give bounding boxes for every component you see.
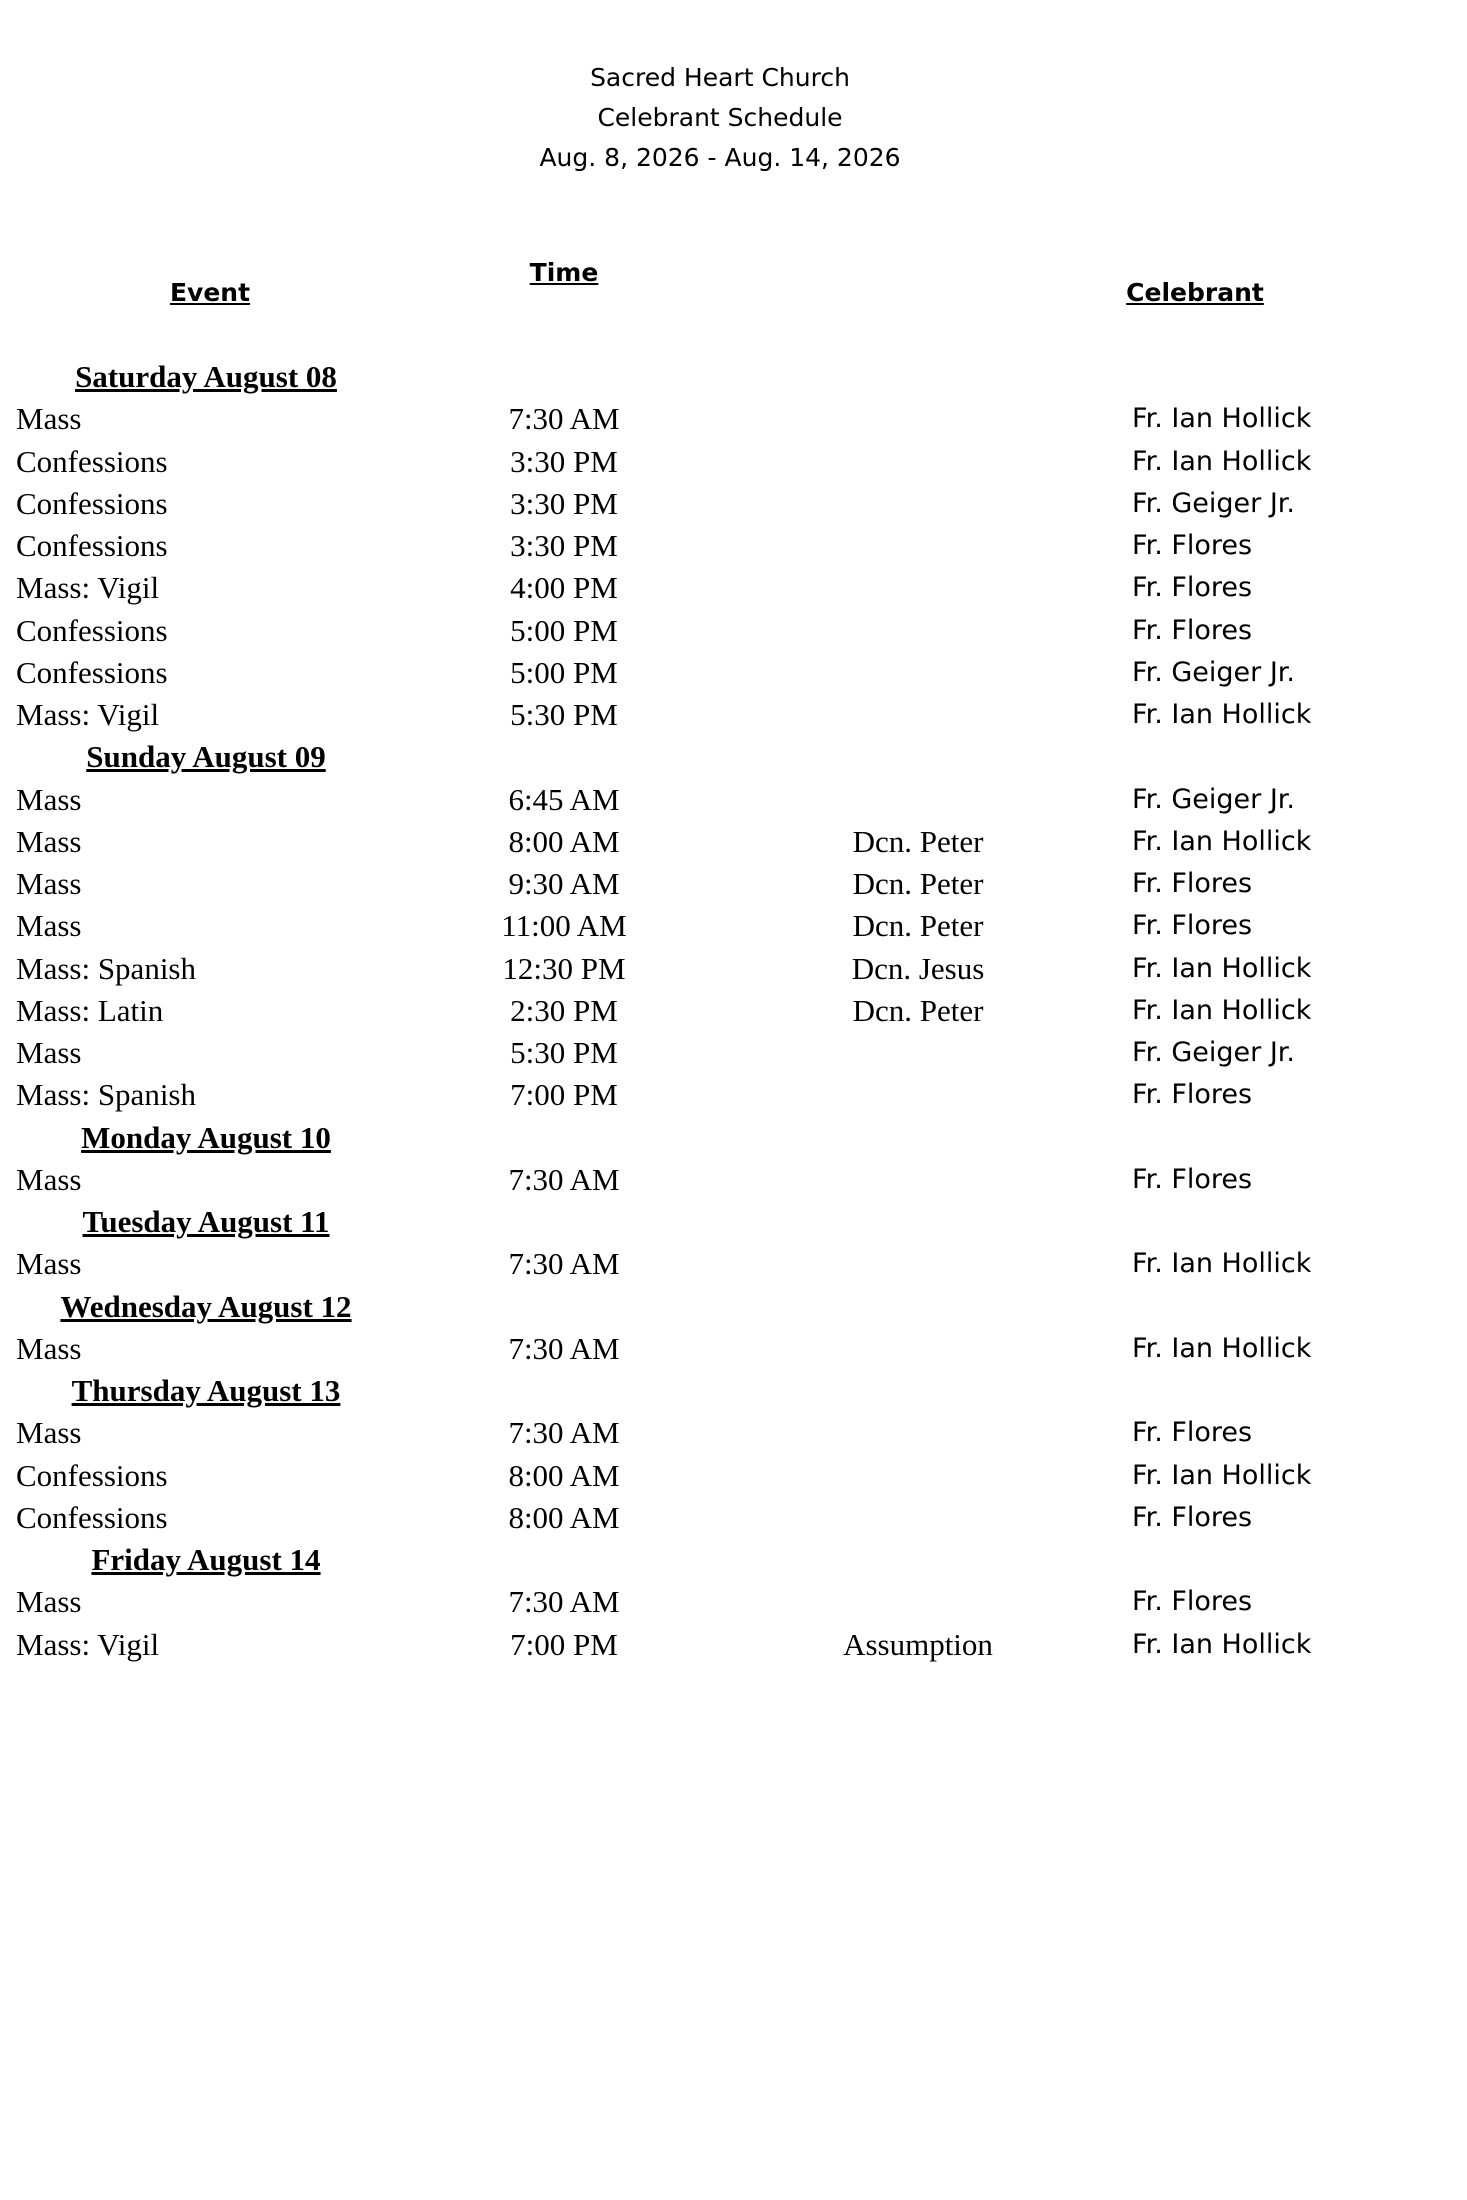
celebrant-cell: Fr. Flores — [1132, 910, 1253, 941]
time-cell: 7:30 AM — [508, 1246, 620, 1281]
schedule-row — [0, 779, 1467, 821]
schedule-row — [0, 948, 1467, 990]
time-cell: 7:30 AM — [508, 1331, 620, 1366]
event-cell: Mass — [16, 1035, 82, 1070]
schedule-row — [0, 905, 1467, 947]
note-cell: Dcn. Peter — [852, 866, 984, 901]
event-cell: Mass: Spanish — [16, 1077, 196, 1112]
day-heading: Friday August 14 — [91, 1542, 321, 1577]
time-cell: 12:30 PM — [502, 951, 626, 986]
column-header-time: Time — [529, 258, 599, 287]
time-cell: 3:30 PM — [510, 486, 618, 521]
celebrant-cell: Fr. Flores — [1132, 1079, 1253, 1110]
event-cell: Mass: Latin — [16, 993, 164, 1028]
time-cell: 8:00 AM — [508, 824, 620, 859]
schedule-row — [0, 990, 1467, 1032]
celebrant-cell: Fr. Ian Hollick — [1132, 1248, 1312, 1279]
schedule-row — [0, 863, 1467, 905]
day-heading: Saturday August 08 — [75, 359, 337, 394]
celebrant-cell: Fr. Ian Hollick — [1132, 1333, 1312, 1364]
schedule-row — [0, 821, 1467, 863]
celebrant-cell: Fr. Flores — [1132, 1502, 1253, 1533]
time-cell: 7:30 AM — [508, 1162, 620, 1197]
celebrant-cell: Fr. Ian Hollick — [1132, 446, 1312, 477]
celebrant-cell: Fr. Flores — [1132, 572, 1253, 603]
celebrant-cell: Fr. Ian Hollick — [1132, 995, 1312, 1026]
schedule-row — [0, 1243, 1467, 1285]
schedule-row — [0, 610, 1467, 652]
note-cell: Dcn. Peter — [852, 993, 984, 1028]
column-header-event: Event — [169, 278, 251, 307]
schedule-row — [0, 652, 1467, 694]
event-cell: Mass — [16, 401, 82, 436]
day-heading: Sunday August 09 — [86, 739, 326, 774]
event-cell: Mass: Vigil — [16, 1627, 160, 1662]
time-cell: 7:00 PM — [510, 1627, 618, 1662]
event-cell: Mass: Spanish — [16, 951, 196, 986]
celebrant-cell: Fr. Flores — [1132, 530, 1253, 561]
celebrant-cell: Fr. Ian Hollick — [1132, 953, 1312, 984]
day-heading: Tuesday August 11 — [82, 1204, 330, 1239]
celebrant-cell: Fr. Ian Hollick — [1132, 1460, 1312, 1491]
note-cell: Assumption — [843, 1627, 993, 1662]
time-cell: 2:30 PM — [510, 993, 618, 1028]
day-heading: Monday August 10 — [81, 1120, 331, 1155]
celebrant-cell: Fr. Geiger Jr. — [1132, 657, 1295, 688]
schedule-row — [0, 567, 1467, 609]
time-cell: 5:30 PM — [510, 1035, 618, 1070]
event-cell: Confessions — [16, 444, 168, 479]
note-cell: Dcn. Peter — [852, 824, 984, 859]
time-cell: 7:00 PM — [510, 1077, 618, 1112]
time-cell: 5:30 PM — [510, 697, 618, 732]
celebrant-cell: Fr. Geiger Jr. — [1132, 1037, 1295, 1068]
time-cell: 7:30 AM — [508, 1584, 620, 1619]
celebrant-cell: Fr. Flores — [1132, 1164, 1253, 1195]
schedule-row — [0, 1074, 1467, 1116]
schedule-row — [0, 1581, 1467, 1623]
time-cell: 8:00 AM — [508, 1500, 620, 1535]
time-cell: 5:00 PM — [510, 613, 618, 648]
celebrant-cell: Fr. Ian Hollick — [1132, 699, 1312, 730]
day-heading: Wednesday August 12 — [60, 1289, 352, 1324]
schedule-row — [0, 1032, 1467, 1074]
note-cell: Dcn. Jesus — [851, 951, 985, 986]
schedule-row — [0, 1328, 1467, 1370]
event-cell: Confessions — [16, 528, 168, 563]
time-cell: 7:30 AM — [508, 401, 620, 436]
schedule-row — [0, 1624, 1467, 1666]
schedule-row — [0, 1497, 1467, 1539]
event-cell: Mass — [16, 1584, 82, 1619]
time-cell: 5:00 PM — [510, 655, 618, 690]
celebrant-cell: Fr. Geiger Jr. — [1132, 784, 1295, 815]
church-name: Sacred Heart Church — [590, 63, 850, 92]
time-cell: 7:30 AM — [508, 1415, 620, 1450]
event-cell: Mass — [16, 1246, 82, 1281]
event-cell: Mass — [16, 866, 82, 901]
celebrant-cell: Fr. Ian Hollick — [1132, 826, 1312, 857]
schedule-date-range: Aug. 8, 2026 - Aug. 14, 2026 — [539, 143, 901, 172]
note-cell: Dcn. Peter — [852, 908, 984, 943]
time-cell: 11:00 AM — [501, 908, 627, 943]
celebrant-cell: Fr. Ian Hollick — [1132, 1629, 1312, 1660]
event-cell: Mass — [16, 824, 82, 859]
time-cell: 6:45 AM — [508, 782, 620, 817]
schedule-row — [0, 483, 1467, 525]
schedule-row — [0, 1412, 1467, 1454]
column-header-celebrant: Celebrant — [1126, 278, 1264, 307]
schedule-row — [0, 398, 1467, 440]
schedule-subtitle: Celebrant Schedule — [597, 103, 843, 132]
celebrant-cell: Fr. Flores — [1132, 868, 1253, 899]
event-cell: Mass: Vigil — [16, 570, 160, 605]
day-heading: Thursday August 13 — [71, 1373, 341, 1408]
event-cell: Confessions — [16, 613, 168, 648]
celebrant-cell: Fr. Ian Hollick — [1132, 403, 1312, 434]
schedule-row — [0, 441, 1467, 483]
schedule-row — [0, 525, 1467, 567]
event-cell: Mass — [16, 782, 82, 817]
event-cell: Mass — [16, 908, 82, 943]
event-cell: Confessions — [16, 1458, 168, 1493]
event-cell: Mass — [16, 1415, 82, 1450]
schedule-row — [0, 694, 1467, 736]
event-cell: Mass: Vigil — [16, 697, 160, 732]
schedule-row — [0, 1455, 1467, 1497]
time-cell: 4:00 PM — [510, 570, 618, 605]
schedule-row — [0, 1159, 1467, 1201]
event-cell: Confessions — [16, 655, 168, 690]
event-cell: Confessions — [16, 1500, 168, 1535]
time-cell: 3:30 PM — [510, 528, 618, 563]
event-cell: Mass — [16, 1162, 82, 1197]
celebrant-cell: Fr. Flores — [1132, 1586, 1253, 1617]
celebrant-cell: Fr. Flores — [1132, 615, 1253, 646]
event-cell: Mass — [16, 1331, 82, 1366]
celebrant-cell: Fr. Geiger Jr. — [1132, 488, 1295, 519]
time-cell: 9:30 AM — [508, 866, 620, 901]
celebrant-cell: Fr. Flores — [1132, 1417, 1253, 1448]
time-cell: 3:30 PM — [510, 444, 618, 479]
time-cell: 8:00 AM — [508, 1458, 620, 1493]
event-cell: Confessions — [16, 486, 168, 521]
